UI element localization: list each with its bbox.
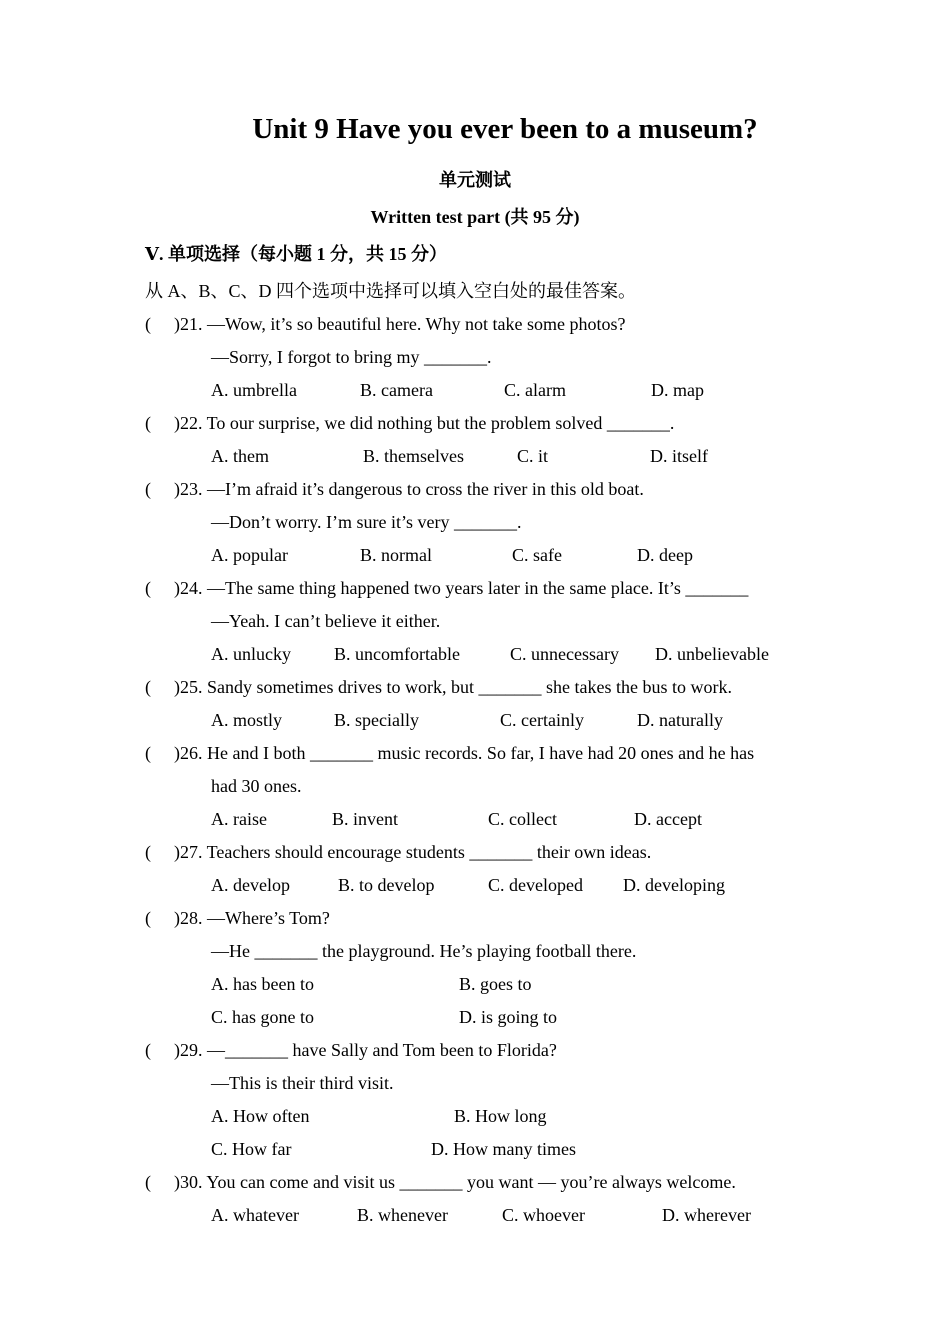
answer-paren: ( xyxy=(145,1172,151,1192)
answer-paren: ( xyxy=(145,413,151,433)
option-c: C. How far xyxy=(211,1139,292,1159)
question-line: —He _______ the playground. He’s playing football there. xyxy=(211,941,637,961)
question-stem: )23. —I’m afraid it’s dangerous to cross the river in this old boat. xyxy=(174,479,644,499)
option-d: D. deep xyxy=(637,545,693,565)
answer-paren: ( xyxy=(145,479,151,499)
option-c: C. developed xyxy=(488,875,583,895)
option-b: B. themselves xyxy=(363,446,464,466)
option-d: D. How many times xyxy=(431,1139,576,1159)
question-stem: )24. —The same thing happened two years later in the same place. It’s _______ xyxy=(174,578,749,598)
answer-paren: ( xyxy=(145,578,151,598)
option-b: B. whenever xyxy=(357,1205,448,1225)
option-c: C. it xyxy=(517,446,549,466)
question-stem: )21. —Wow, it’s so beautiful here. Why not take some photos? xyxy=(174,314,626,334)
option-d: D. accept xyxy=(634,809,702,829)
option-c: C. whoever xyxy=(502,1205,585,1225)
option-d: D. is going to xyxy=(459,1007,558,1027)
question-line: —This is their third visit. xyxy=(211,1073,394,1093)
option-a: A. whatever xyxy=(211,1205,299,1225)
answer-paren: ( xyxy=(145,743,151,763)
section-heading: Ⅴ. 单项选择（每小题 1 分，共 15 分） xyxy=(145,244,447,264)
option-a: A. umbrella xyxy=(211,380,297,400)
option-d: D. map xyxy=(651,380,704,400)
question-line: —Don’t worry. I’m sure it’s very _______. xyxy=(211,512,522,532)
option-b: B. uncomfortable xyxy=(334,644,460,664)
page-subtitle: 单元测试 xyxy=(439,170,511,191)
answer-paren: ( xyxy=(145,842,151,862)
option-b: B. camera xyxy=(360,380,433,400)
instruction-text: 从 A、B、C、D 四个选项中选择可以填入空白处的最佳答案。 xyxy=(145,281,637,301)
question-stem: )27. Teachers should encourage students _______ their own ideas. xyxy=(174,842,652,862)
question-stem: )25. Sandy sometimes drives to work, but _______ she takes the bus to work. xyxy=(174,677,732,697)
option-a: A. How often xyxy=(211,1106,310,1126)
option-a: A. unlucky xyxy=(211,644,291,664)
question-line: had 30 ones. xyxy=(211,776,302,796)
page-title: Unit 9 Have you ever been to a museum? xyxy=(252,113,758,145)
option-d: D. naturally xyxy=(637,710,723,730)
question-stem: )28. —Where’s Tom? xyxy=(174,908,330,928)
option-b: B. specially xyxy=(334,710,419,730)
option-a: A. raise xyxy=(211,809,267,829)
option-a: A. popular xyxy=(211,545,288,565)
option-a: A. has been to xyxy=(211,974,314,994)
option-c: C. collect xyxy=(488,809,557,829)
answer-paren: ( xyxy=(145,677,151,697)
question-stem: )29. —_______ have Sally and Tom been to Florida? xyxy=(174,1040,557,1060)
question-stem: )30. You can come and visit us _______ you want — you’re always welcome. xyxy=(174,1172,736,1192)
option-c: C. safe xyxy=(512,545,562,565)
question-stem: )22. To our surprise, we did nothing but the problem solved _______. xyxy=(174,413,675,433)
option-b: B. goes to xyxy=(459,974,532,994)
option-a: A. them xyxy=(211,446,269,466)
question-line: —Sorry, I forgot to bring my _______. xyxy=(211,347,492,367)
answer-paren: ( xyxy=(145,908,151,928)
option-b: B. normal xyxy=(360,545,432,565)
part-heading: Written test part (共 95 分) xyxy=(370,207,580,227)
option-c: C. unnecessary xyxy=(510,644,619,664)
option-d: D. developing xyxy=(623,875,725,895)
option-c: C. certainly xyxy=(500,710,584,730)
option-c: C. has gone to xyxy=(211,1007,314,1027)
answer-paren: ( xyxy=(145,314,151,334)
option-d: D. unbelievable xyxy=(655,644,769,664)
question-line: —Yeah. I can’t believe it either. xyxy=(211,611,441,631)
answer-paren: ( xyxy=(145,1040,151,1060)
option-d: D. wherever xyxy=(662,1205,751,1225)
option-c: C. alarm xyxy=(504,380,566,400)
option-b: B. invent xyxy=(332,809,398,829)
option-b: B. to develop xyxy=(338,875,435,895)
option-a: A. mostly xyxy=(211,710,283,730)
option-a: A. develop xyxy=(211,875,290,895)
option-b: B. How long xyxy=(454,1106,547,1126)
question-stem: )26. He and I both _______ music records. So far, I have had 20 ones and he has xyxy=(174,743,755,763)
option-d: D. itself xyxy=(650,446,708,466)
